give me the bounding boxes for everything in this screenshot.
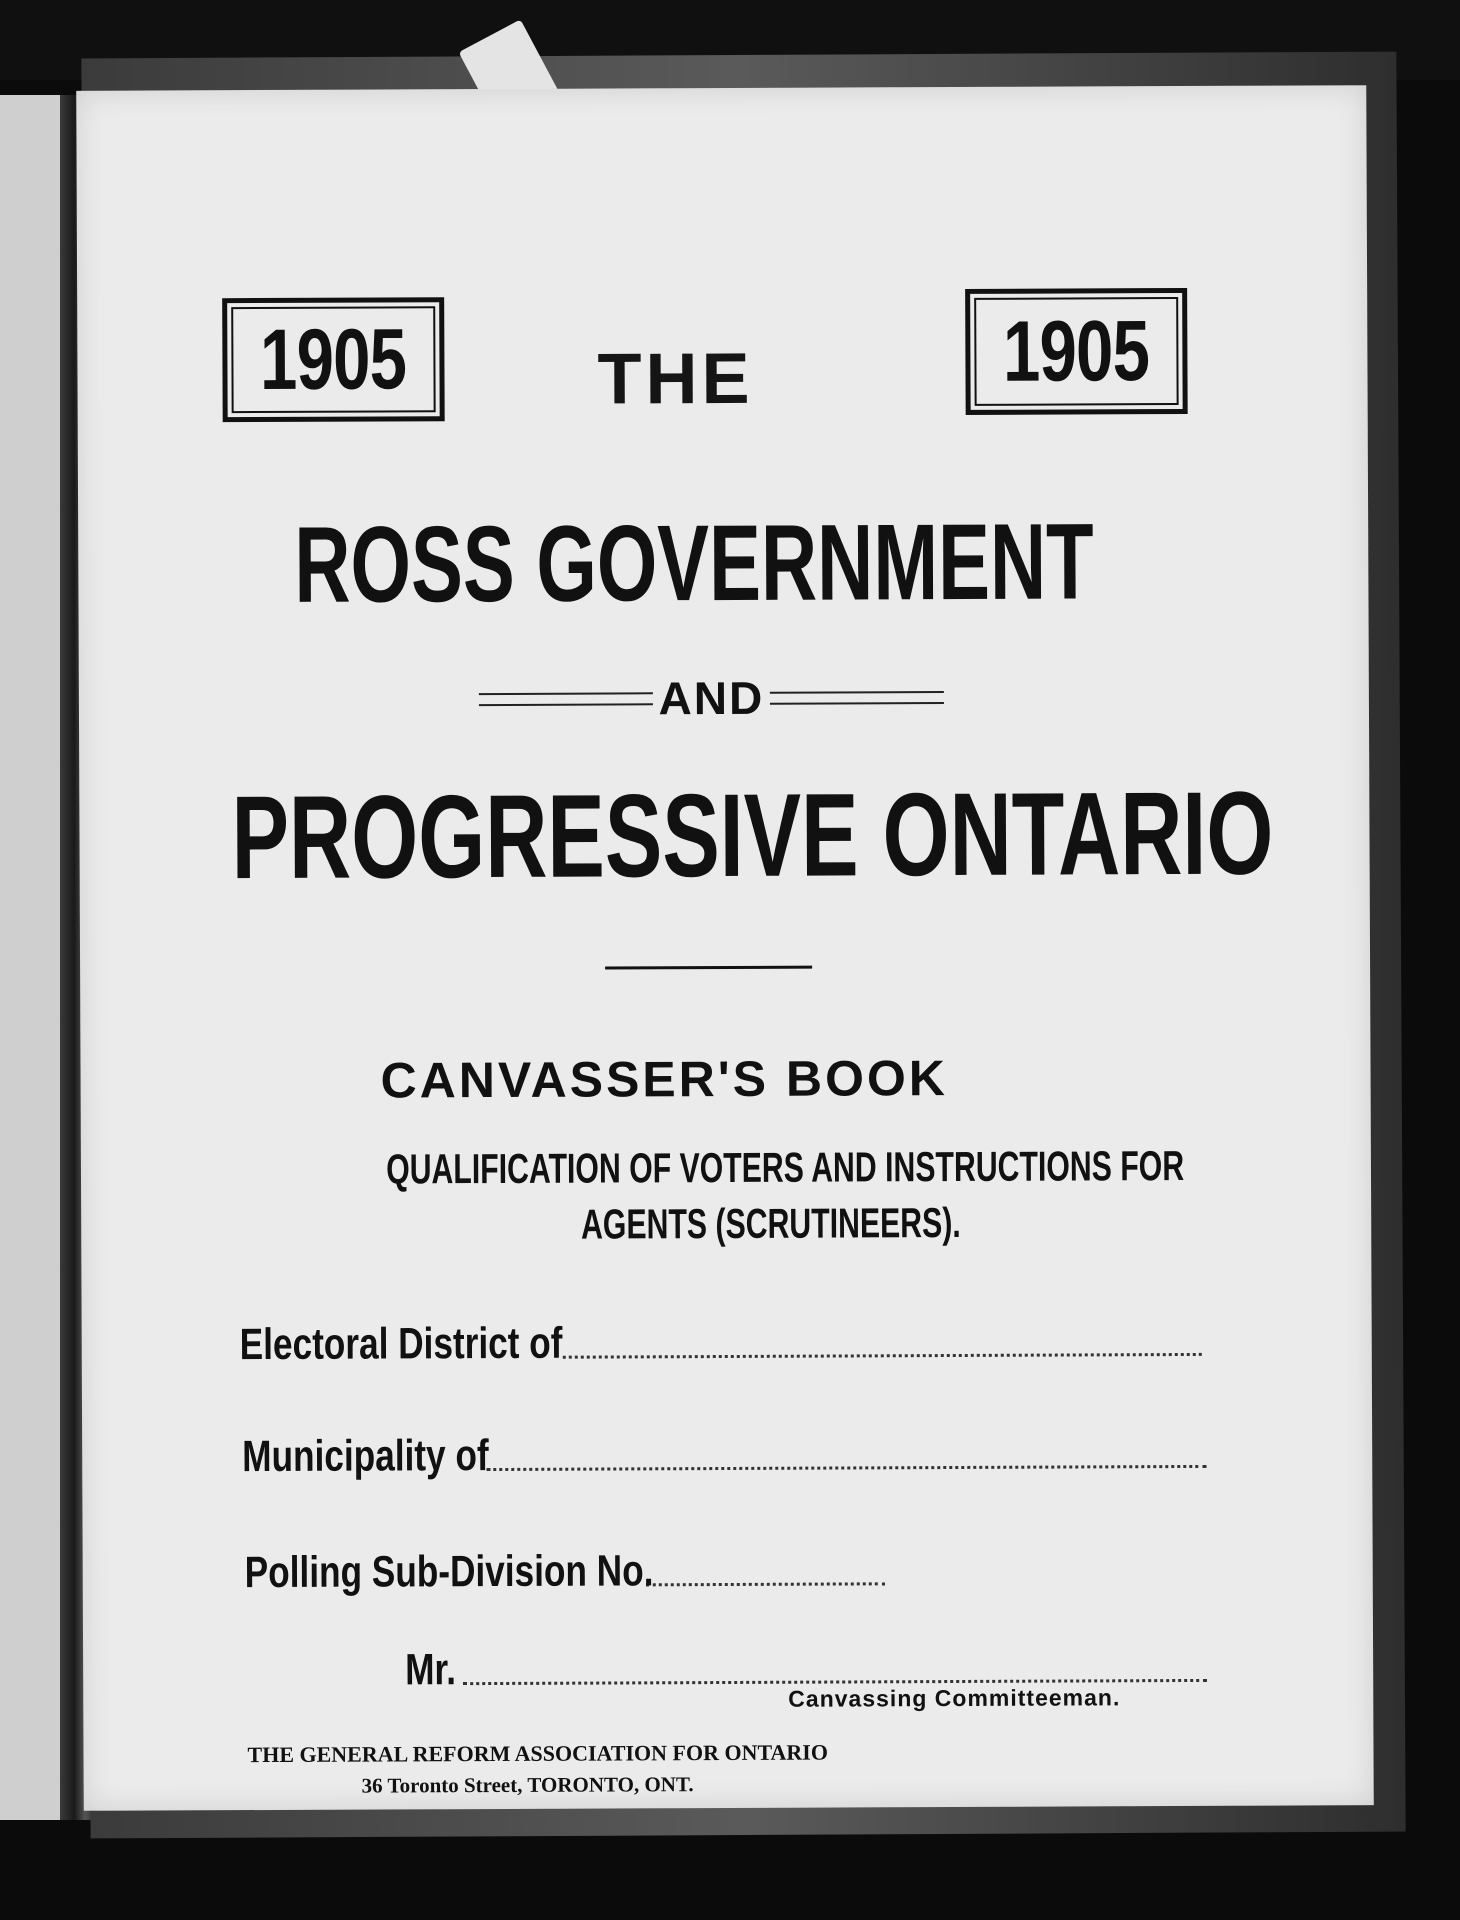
electoral-district-blank — [563, 1353, 1202, 1359]
title-progressive-ontario: PROGRESSIVE ONTARIO — [231, 767, 1274, 905]
divider-line-left — [479, 692, 653, 706]
year-right: 1905 — [1003, 302, 1150, 400]
facing-page-edge — [0, 95, 66, 1820]
electoral-district-field — [240, 1316, 1202, 1370]
subtitle-text-1: QUALIFICATION OF VOTERS AND INSTRUCTIONS FOR — [386, 1141, 1185, 1193]
year-box-left — [222, 297, 445, 422]
polling-sub-division-blank — [646, 1582, 885, 1586]
publisher-name: THE GENERAL REFORM ASSOCIATION FOR ONTARIO — [247, 1739, 829, 1768]
cover-page — [76, 85, 1373, 1811]
polling-sub-division-label: Polling Sub-Division No. — [244, 1546, 654, 1598]
publisher-address: 36 Toronto Street, TORONTO, ONT. — [361, 1772, 694, 1798]
divider-line-right — [770, 691, 944, 705]
section-rule — [605, 966, 812, 970]
municipality-field — [242, 1428, 1206, 1482]
year-left: 1905 — [260, 310, 407, 408]
and-word: AND — [658, 671, 765, 725]
and-divider — [479, 672, 944, 724]
electoral-district-label: Electoral District of — [239, 1318, 563, 1370]
municipality-label: Municipality of — [242, 1431, 489, 1482]
subtitle-line-2 — [231, 1197, 1311, 1250]
polling-sub-division-field — [245, 1545, 885, 1598]
committeeman-caption: Canvassing Committeeman. — [788, 1684, 1121, 1712]
year-box-right — [965, 288, 1188, 415]
book-title: CANVASSER'S BOOK — [380, 1050, 949, 1109]
heading-the: THE — [597, 338, 754, 420]
subtitle-text-2: AGENTS (SCRUTINEERS). — [581, 1198, 962, 1248]
title-ross-government: ROSS GOVERNMENT — [294, 500, 1094, 625]
subtitle-line-1 — [231, 1141, 1311, 1194]
mr-label: Mr. — [405, 1645, 457, 1695]
municipality-blank — [486, 1465, 1206, 1471]
